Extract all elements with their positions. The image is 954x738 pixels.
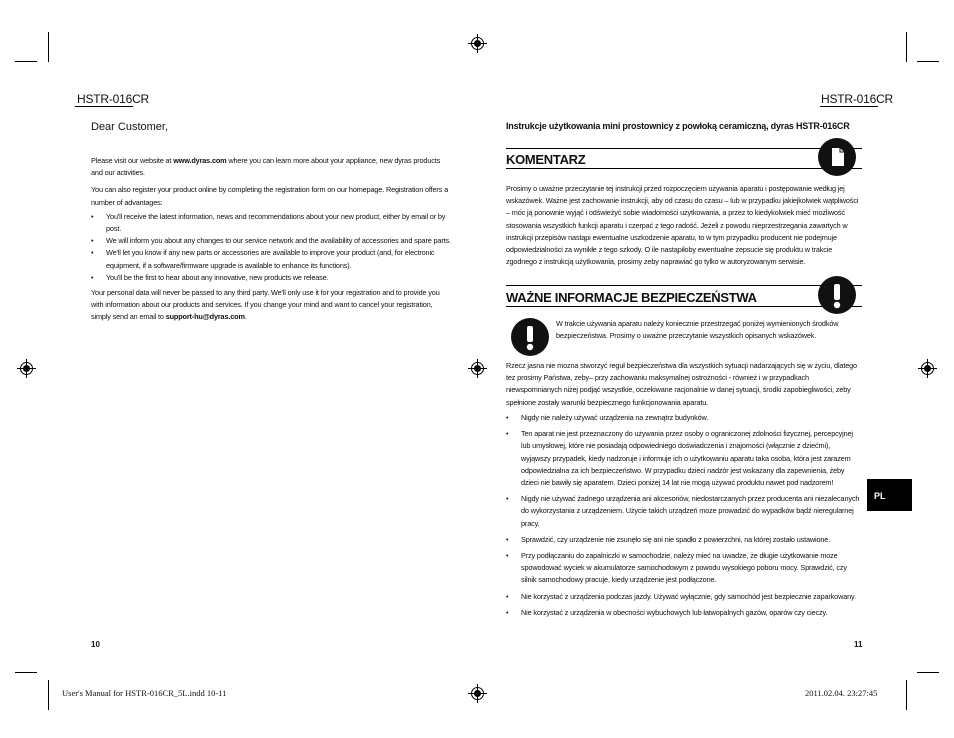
komentarz-heading: KOMENTARZ bbox=[506, 152, 586, 167]
language-tab bbox=[867, 479, 912, 511]
language-tab-label: PL bbox=[874, 491, 886, 501]
crop-mark bbox=[906, 680, 907, 710]
header-rule-right bbox=[820, 106, 878, 107]
registration-mark-icon bbox=[471, 362, 484, 375]
list-item: • Przy podłączaniu do zapalniczki w samochodzie, należy mieć na uwadze, że długie użytkowanie moze spowodować wyciek w akumulatorze samochodowym z powodu wysokiego poboru mocy. Sprawdzić, czy silnik samochodowy pracuje, kiedy urządzenie jest podłączone. bbox=[506, 550, 861, 587]
registration-mark-icon bbox=[921, 362, 934, 375]
exclamation-icon bbox=[511, 318, 549, 356]
crop-mark bbox=[48, 32, 49, 62]
document-icon bbox=[818, 138, 856, 176]
list-item: • Nigdy nie należy używać urządzenia na zewnątrz budynków. bbox=[506, 412, 861, 424]
komentarz-rule-bottom bbox=[506, 168, 862, 169]
list-item: • Ten aparat nie jest przeznaczony do używania przez osoby o ograniczonej zdolności fizycznej, percepcyjnej lub umysłowej, które nie posiadają odpowiedniego doświadczenia i znajomości (włącznie z dziećmi), wyjąwszy przypadek, kiedy nadzoruje i informuje ich o użytkowaniu aparatu taka osoba, która jest zarazem odpowiedzialna za ich bezpieczeństwo. W przypadku dzieci nadzór jest wskazany dla zapewnienia, żeby dzieci nie bawiły się aparatem. Dzieci poniżej 14 lat nie mogą używać produktu nawet pod nadzorem! bbox=[506, 428, 861, 489]
crop-mark bbox=[917, 672, 939, 673]
page-number-right: 11 bbox=[854, 640, 863, 649]
registration-mark-icon bbox=[471, 37, 484, 50]
registration-mark-icon bbox=[20, 362, 33, 375]
safety-paragraph: Rzecz jasna nie mozna stworzyć reguł bezpieczeństwa dla wszystkich sytuacji nadarzających się w życiu, dlatego tez prosimy Państwa, zeby– przy zachowaniu maksymalnej ostrożności - również i w przypadkach niewspomnianych niżej podjąć wszystkie, oczekiwane racjonalnie w danej sytuacji, środki zapobiegliwości, zeby spełnione zostały warunki bezpiecznego funkcjonowania aparatu. bbox=[506, 361, 857, 407]
left-body bbox=[91, 155, 451, 324]
crop-mark bbox=[917, 61, 939, 62]
header-rule-left bbox=[75, 106, 133, 107]
list-item: • Sprawdzić, czy urządzenie nie zsunęło się ani nie spadło z powierzchni, na której zostało ustawione. bbox=[506, 534, 861, 546]
list-item: • Nigdy nie używać żadnego urządzenia ani akcesoriów, niedostarczanych przez producenta ani niezalecanych do wykorzystania z urządzeniem. Użycie takich urządzeń moze prowadzić do wypadków bądź nieregularnej pracy. bbox=[506, 493, 861, 530]
safety-intro: W trakcie używania aparatu należy koniecznie przestrzegać poniżej wymienionych środków bezpieczeństwa. Prosimy o uważne przeczytanie wszystkich opisanych wskazówek. bbox=[556, 319, 839, 341]
intro-paragraph: Please visit our website at www.dyras.com where you can learn more about your appliance, new dyras products and our activities. bbox=[91, 156, 441, 178]
komentarz-text: Prosimy o uważne przeczytanie tej instrukcji przed rozpoczęciem używania aparatu i postępowanie według jej wskazówek. Ważne jest zachowanie instrukcji, aby od czasu do czasu – lub w przypadku jakiejkolwiek wątpliwości – móc ją ponownie wyjąć i odświeżyć sobie wiadomości użytkowania, a przez to kiedykolwiek mieć możliwość stosowania wszystkich funkcji aparatu i czerpać z tego radość. Jeżeli z powodu nieprzestrzegania zawartych w instrukcji przepisów nastąpi ewentualne uszkodzenie aparatu, to w tym przypadku producent nie podejmuje odpowiedzialności za wynikłe z tego szkody. O ile nastąpiłoby ewentualne zepsucie się produktu w trakcie zgodnego z instrukcją użytkowania, prosimy zeby naprawiać go tylko w autoryzowanym serwisie. bbox=[506, 184, 859, 267]
support-email-link[interactable]: support-hu@dyras.com bbox=[165, 312, 245, 322]
list-item: • We'll let you know if any new parts or accessories are available to improve your product (and, for electronic equipment, if a software/firmware upgrade is available to enhance its functions). bbox=[91, 247, 451, 271]
model-header-left: HSTR-016CR bbox=[77, 92, 150, 106]
crop-mark bbox=[48, 680, 49, 710]
safety-rule-top bbox=[506, 285, 862, 286]
greeting: Dear Customer, bbox=[91, 121, 169, 133]
list-item: • We will inform you about any changes to our service network and the availability of accessories and spare parts. bbox=[91, 235, 451, 247]
komentarz-rule-top bbox=[506, 148, 862, 149]
safety-rule-bottom bbox=[506, 306, 862, 307]
model-header-right: HSTR-016CR bbox=[821, 92, 894, 106]
website-link[interactable]: www.dyras.com bbox=[173, 156, 227, 165]
registration-mark-icon bbox=[471, 687, 484, 700]
register-paragraph: You can also register your product online by completing the registration form on our homepage. Registration offers a number of advantages: bbox=[91, 185, 448, 207]
advantages-list bbox=[91, 211, 451, 284]
page-number-left: 10 bbox=[91, 640, 100, 649]
crop-mark bbox=[15, 61, 37, 62]
footer-file-info: User's Manual for HSTR-016CR_5L.indd 10-11 bbox=[62, 688, 227, 698]
privacy-paragraph: Your personal data will never be passed to any third party. We'll only use it for your registration and to provide you with information about our products and services. If you change your mind and want to cancel your registration, simply send an email to support-hu@dyras.com. bbox=[91, 288, 440, 322]
list-item: • Nie korzystać z urządzenia w obecności wybuchowych lub łatwopalnych gazów, oparów czy cieczy. bbox=[506, 607, 861, 619]
safety-list bbox=[506, 412, 861, 619]
crop-mark bbox=[15, 672, 37, 673]
list-item: • Nie korzystać z urządzenia podczas jazdy. Używać wyłącznie, gdy samochód jest bezpiecznie zaparkowany. bbox=[506, 591, 861, 603]
exclamation-icon bbox=[818, 276, 856, 314]
safety-list-wrap bbox=[506, 412, 861, 619]
manual-title: Instrukcje użytkowania mini prostownicy z powłoką ceramiczną, dyras HSTR-016CR bbox=[506, 121, 850, 131]
list-item: • You'll receive the latest information, news and recommendations about your new product, either by email or by post. bbox=[91, 211, 451, 235]
footer-timestamp: 2011.02.04. 23:27:45 bbox=[805, 688, 878, 698]
crop-mark bbox=[906, 32, 907, 62]
list-item: • You'll be the first to hear about any innovative, new products we release. bbox=[91, 272, 451, 284]
safety-heading: WAŻNE INFORMACJE BEZPIECZEŃSTWA bbox=[506, 290, 757, 305]
